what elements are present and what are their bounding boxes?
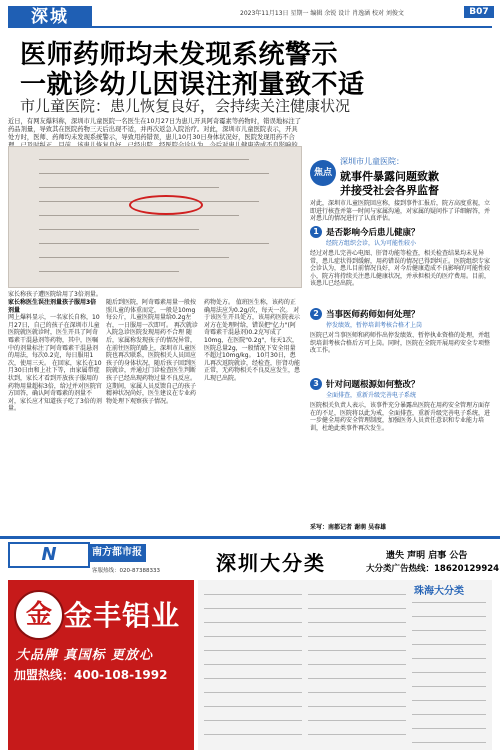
classified-hotline: 大分类广告热线：18620129924 xyxy=(366,564,500,574)
headline-line-2: 一就诊幼儿因误注剂量致不适 xyxy=(20,70,365,100)
hotline-label: 客服热线：020-87388333 xyxy=(92,568,160,574)
classified-list xyxy=(198,580,492,750)
column-3-body: 药物处方。 值班医生称，该药的正确用法应为0.2g/次，每天一次。 对于该医生开具处方，该用药医院表示对方在处理时给，错误把"亿力"(阿奇霉素干混悬剂)0.2克写成了10mg，在医院"0.2g"，每天1次，医院总量2g，一般情况下安全用量不超过10mg/kg。 10月30日，患儿再次返院就诊，经检查，肝肾功能正常，无药物相关不良反应发生，患儿现已出院。 xyxy=(204,299,301,382)
jinfeng-brand: 金丰铝业 xyxy=(64,599,181,632)
section-tag: 深城 xyxy=(8,6,92,28)
question-3-title: 针对问题根源如何整改？ xyxy=(326,380,420,390)
focus-title-2: 并接受社会各界监督 xyxy=(340,184,439,197)
focus-badge: 焦点 xyxy=(310,160,336,186)
section-divider xyxy=(0,536,500,539)
article-column-2 xyxy=(106,299,200,531)
subheadline: 市儿童医院：患儿恢复良好，会持续关注健康状况 xyxy=(20,97,351,115)
question-3-subtitle: 全面排查，重新升级完善电子系统 xyxy=(326,392,417,399)
article-column-1 xyxy=(8,299,102,531)
question-1-subtitle: 经院方组织会诊，认为可能性较小 xyxy=(326,240,417,247)
column-1-body: 网上爆料显示，一名家长自称，10月27日，自己的孩子在深圳市儿童医院就医就诊时，医生开具了阿奇霉素干混悬剂等药物，其中，医嘱中的剂量标注了阿奇霉素干混悬剂的用法，每次0.2克，每日服用1次，使用三天。 在回家，家长在10月30日由和上社下等，由家属带症状到，家长才看到开放孩子服用的药物用量超标3倍，给过并对医院官方回答，确认阿奇霉素的剂量不对，家长应才知道孩子吃了3倍的剂量。 xyxy=(8,314,102,413)
question-1-number: 1 xyxy=(310,226,322,238)
page-number: B07 xyxy=(464,6,494,18)
question-2-title: 当事医师药师如何处理？ xyxy=(326,310,420,320)
focus-kicker: 深圳市儿童医院： xyxy=(340,157,404,166)
prescription-photo xyxy=(8,146,302,288)
headline-line-1: 医师药师均未发现系统警示 xyxy=(20,40,339,70)
classified-categories: 遗失 声明 启事 公告 xyxy=(386,551,468,561)
question-2-number: 2 xyxy=(310,308,322,320)
question-2-subtitle: 停发绩效，暂停培训考核合格才上岗 xyxy=(326,322,423,329)
jinfeng-phone: 加盟热线：400-108-1992 xyxy=(14,668,168,682)
classified-title: 深圳大分类 xyxy=(216,551,326,575)
jinfeng-slogan: 大品牌 真国标 更放心 xyxy=(16,648,154,663)
lead-paragraph: 近日，有网友爆料称，深圳市儿童医院一名医生在10月27日为患儿开具阿奇霉素等药物时，错误地标注了药品剂量，导致其在医院药物三天后出现不适，并再次返急入院治疗。对此，深圳市儿童医院表示，开具处方时，医师、药师均未发现系统警示，导致用药错误，患儿10月30日身体状况好，医院发现用药不合 xyxy=(8,118,302,141)
column-2-body: 随后到医院，阿奇霉素用量一般按照儿童的体重而定，一般是10mg每公斤，儿童医院用量给0.2g左右，一日服用一次即可。 再次就诊入院急诊医院发现用药不合理 随后，家属称发现孩子的情况异常，在前往医院的路上，深圳市儿童医院也再次联系，医院相关人员回应孩子的身体状况，随后孩子回到医院就诊，并通过门诊检查医生判断孩子已经出现药物过量不良反应。 这期间，家属人员反馈自己的孩子精神状况尚好，医生建议在专业药物处理下观察孩子情况。 xyxy=(106,299,198,405)
question-3-number: 3 xyxy=(310,378,322,390)
question-1-body: 经过对患儿完善心电图、肝肾功能等检查，相关检查结果均未见异常，患儿症状得到缓解，用药错误的情况已得到纠正。医院组织专家会诊认为，患儿目前情况良好，对今后健康造成不良影响的可能性较小，院方将持续关注患儿健康状况，并承担相关的医疗费用。目前，该患儿已经出院。 xyxy=(310,250,491,288)
photo-caption: 家长称孩子遭医院给用了3倍剂量。 xyxy=(8,291,102,298)
focus-intro: 对此，深圳市儿童医院回应称，接到事件汇报后，院方高度重视，立即进行核查并第一时间与家属沟通，对家属的疑问作了详细解答，并对患儿的情况进行了认真评估。 xyxy=(310,200,491,223)
article-column-3 xyxy=(204,299,300,531)
jinfeng-logo: 金 xyxy=(14,590,64,640)
newspaper-name: 南方都市报 xyxy=(88,544,146,562)
column-1-title: 家长称医生误注剂量孩子服用3倍剂量 xyxy=(8,299,97,314)
question-2-body: 医院已对当事医师和药师作出停发绩效、暂停执业资格的处理，并组织培训考核合格后方可上岗。同时，医院在全院开展用药安全专项整改工作。 xyxy=(310,332,491,355)
zhuhai-classified-label: 珠海大分类 xyxy=(414,586,464,597)
newspaper-logo: N xyxy=(8,542,90,568)
focus-title-1: 就事件暴露问题致歉 xyxy=(340,170,439,183)
date-line: 2023年11月13日 星期一 编辑 余锐 设计 肖逸涵 校对 刘俊文 xyxy=(240,10,404,17)
question-3-body: 医院相关负责人表示，该事件充分暴露出医院在用药安全管理方面存在的不足，医院将以此为戒，全面排查，重新升级完善电子系统，进一步健全用药安全管理制度，加强医务人员责任意识和专业能力培训，杜绝此类事件再次发生。 xyxy=(310,402,491,432)
header-rule xyxy=(92,26,492,28)
question-1-title: 是否影响今后患儿健康？ xyxy=(326,228,420,238)
byline: 采写：南都记者 谢萌 吴春雄 xyxy=(310,524,387,531)
